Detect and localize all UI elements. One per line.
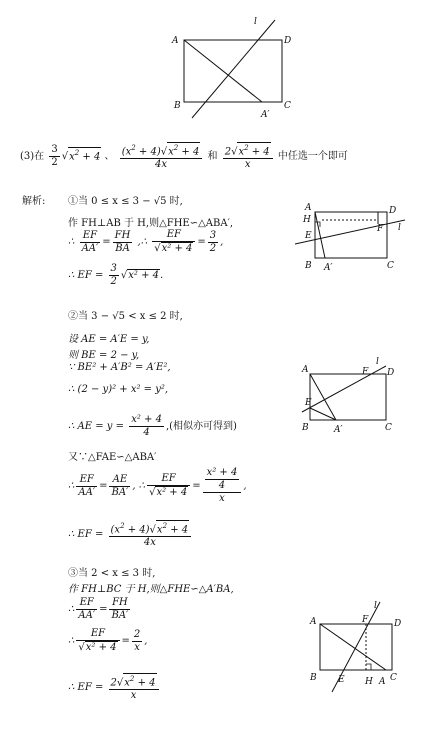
case2-line4: ∴ (2 − y)² + x² = y², (68, 384, 169, 395)
svg-text:F: F (362, 367, 369, 377)
top-rectangle-figure (170, 14, 290, 124)
case1-ratio-line: ∴ $\frac{EF}{AA'}$ = $\frac{FH}{BA}$ ,∴ $\frac{EF}{\text{√x² + 4}}$ = $\frac{3}{2}$ , (68, 229, 224, 254)
svg-text:C: C (387, 261, 394, 271)
label-l: l (254, 17, 257, 27)
svg-text:B: B (302, 423, 309, 433)
part3-suffix: 中任选一个即可 (277, 151, 348, 163)
svg-text:A: A (302, 365, 309, 375)
svg-text:A′: A′ (334, 425, 343, 435)
svg-text:l: l (374, 601, 377, 611)
svg-text:H: H (303, 215, 311, 225)
case1-figure (290, 200, 410, 280)
svg-text:E: E (305, 398, 312, 408)
part3-line: (3)在 $\frac{3}{2}$ $√x^2 + 4$ 、 $\frac{(x^2 + 4)√x^2 + 4}{4x}$ 和 $\frac{2√x^2 + 4}{x}$ 中任选一个即可 (20, 144, 348, 171)
case2-line1: 设 AE = A′E = y, (68, 334, 150, 345)
svg-text:A: A (310, 617, 317, 627)
case1-result: ∴ EF = $\frac{3}{2}$ √x² + 4. (68, 263, 164, 287)
analysis-label: 解析: (22, 196, 46, 207)
svg-text:A: A (305, 203, 312, 213)
svg-text:D: D (387, 368, 395, 378)
case2-line6: 又∵△FAE∽△ABA′ (68, 452, 157, 463)
svg-text:E: E (305, 231, 312, 241)
case3-result: ∴ EF = $\frac{2√x^2 + 4}{x}$ (68, 673, 161, 702)
svg-text:l: l (398, 223, 401, 233)
svg-text:F: F (377, 224, 384, 234)
case3-line1: 作 FH⊥BC 于 H,则△FHE∽△A′BA, (68, 584, 234, 595)
case3-ratio: ∴ $\frac{EF}{AA'}$ = $\frac{FH}{BA'}$ (68, 597, 129, 621)
part3-and: 和 (207, 151, 218, 163)
svg-text:A: A (379, 677, 386, 687)
case2-condition: ②当 3 − √5 < x ≤ 2 时, (68, 311, 183, 322)
case2-ratio-line: ∴ $\frac{EF}{AA'}$ = $\frac{AE}{BA'}$ , ∴ $\frac{EF}{\text{√x² + 4}}$ = $\frac{\frac{\text{x² + 4}}{4}}{x}$ , (68, 467, 247, 504)
part3-frac-3-2: $\frac{3}{2}$ (51, 144, 58, 169)
svg-text:B: B (305, 261, 312, 271)
case2-figure (296, 358, 406, 438)
case1-condition: ①当 0 ≤ x ≤ 3 − √5 时, (68, 196, 183, 207)
label-A-prime: A′ (261, 110, 270, 120)
case2-line5: ∴ AE = y = $\frac{\text{x² + 4}}{4}$ ,(相似亦可得到) (68, 414, 237, 438)
case2-result: ∴ EF = $\frac{(x^2 + 4)√x^2 + 4}{4x}$ (68, 520, 193, 549)
case2-line2: 则 BE = 2 − y, (68, 350, 140, 361)
case1-line1: 作 FH⊥AB 于 H,则△FHE∽△ABA′, (68, 218, 234, 229)
svg-text:F: F (362, 615, 369, 625)
part3-frac-3: $\frac{2√x^2 + 4}{x}$ (223, 142, 273, 171)
label-A: A (172, 36, 179, 46)
svg-text:H: H (365, 677, 373, 687)
svg-text:A′: A′ (324, 263, 333, 273)
part3-sep: 、 (104, 151, 115, 163)
case3-figure (304, 596, 414, 696)
case3-eq2: ∴ $\frac{EF}{\text{√x² + 4}}$ = $\frac{2}{x}$ , (68, 628, 148, 653)
label-D: D (284, 36, 292, 46)
svg-text:E: E (338, 675, 345, 685)
svg-text:l: l (376, 357, 379, 367)
svg-text:D: D (389, 206, 397, 216)
label-C: C (284, 101, 291, 111)
part3-prefix: (3)在 (20, 151, 45, 163)
case3-condition: ③当 2 < x ≤ 3 时, (68, 568, 156, 579)
svg-text:B: B (310, 673, 317, 683)
svg-text:C: C (390, 673, 397, 683)
case2-line3: ∵ BE² + A′B² = A′E², (68, 362, 171, 373)
svg-text:D: D (394, 619, 402, 629)
svg-text:C: C (385, 423, 392, 433)
part3-frac-2: $\frac{(x^2 + 4)√x^2 + 4}{4x}$ (120, 142, 203, 171)
label-B: B (174, 101, 181, 111)
